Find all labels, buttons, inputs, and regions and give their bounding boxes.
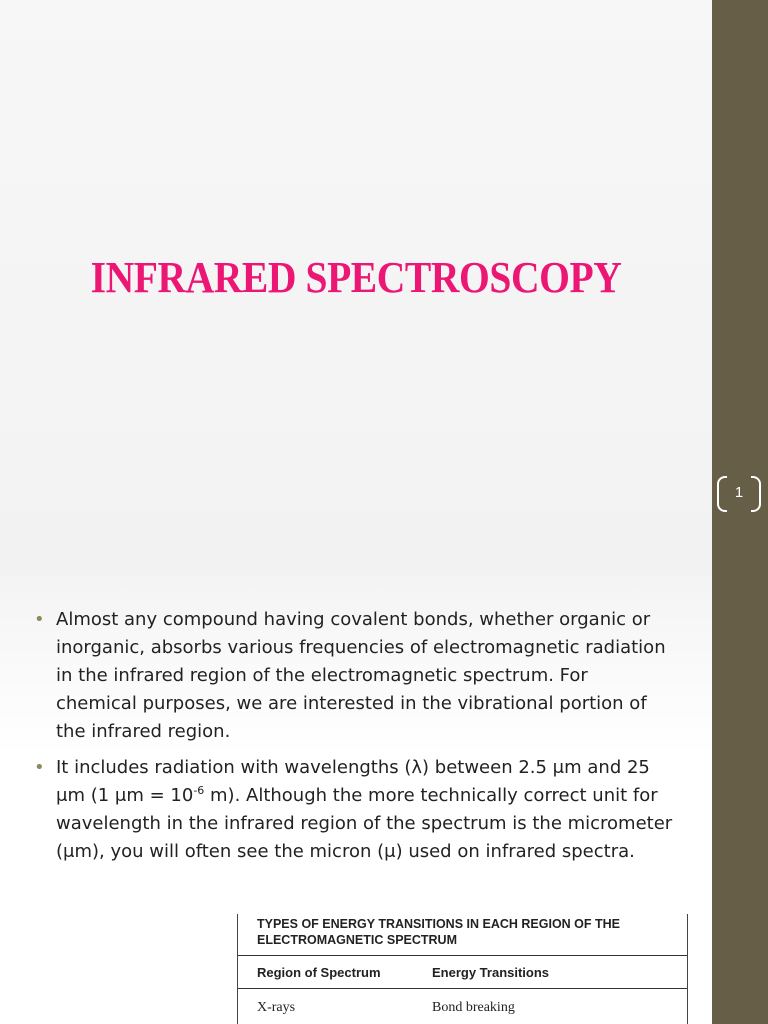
table-cell: Bond breaking (432, 1000, 515, 1015)
table-header-transitions: Energy Transitions (432, 965, 550, 980)
table-cell: X-rays (257, 1000, 296, 1015)
slide-number-badge (714, 474, 764, 516)
list-item (34, 754, 674, 866)
slide-title: INFRARED SPECTROSCOPY (90, 253, 622, 302)
table-rule (238, 955, 687, 956)
bullet-icon: • (34, 609, 45, 630)
energy-transitions-table (237, 914, 688, 1024)
exponent: -6 (193, 784, 205, 797)
table-header-region: Region of Spectrum (257, 965, 381, 980)
list-item (34, 606, 674, 746)
bullet-text-part-b: m). Although the more technically correct unit for wavelength in the infrared region of the spectrum is the micrometer (μm), you will often see the micron (μ) used on infrared spectra. (56, 785, 673, 862)
slide-number: 1 (734, 484, 744, 501)
table-rule (238, 988, 687, 989)
bullet-text: Almost any compound having covalent bonds, whether organic or inorganic, absorbs various frequencies of electromagnetic radiation in the infrared region of the electromagnetic spectrum. For chemical purposes, we are interested in the vibrational portion of the infrared region. (56, 609, 666, 742)
table-row-cropped (257, 1020, 557, 1024)
bullet-icon: • (34, 757, 45, 778)
table-title: TYPES OF ENERGY TRANSITIONS IN EACH REGION OF THE ELECTROMAGNETIC SPECTRUM (257, 917, 621, 947)
bullet-list (34, 606, 674, 874)
bullet-text-part-a: It includes radiation with wavelengths (λ) between 2.5 μm and 25 μm (1 μm = 10 (56, 757, 650, 806)
